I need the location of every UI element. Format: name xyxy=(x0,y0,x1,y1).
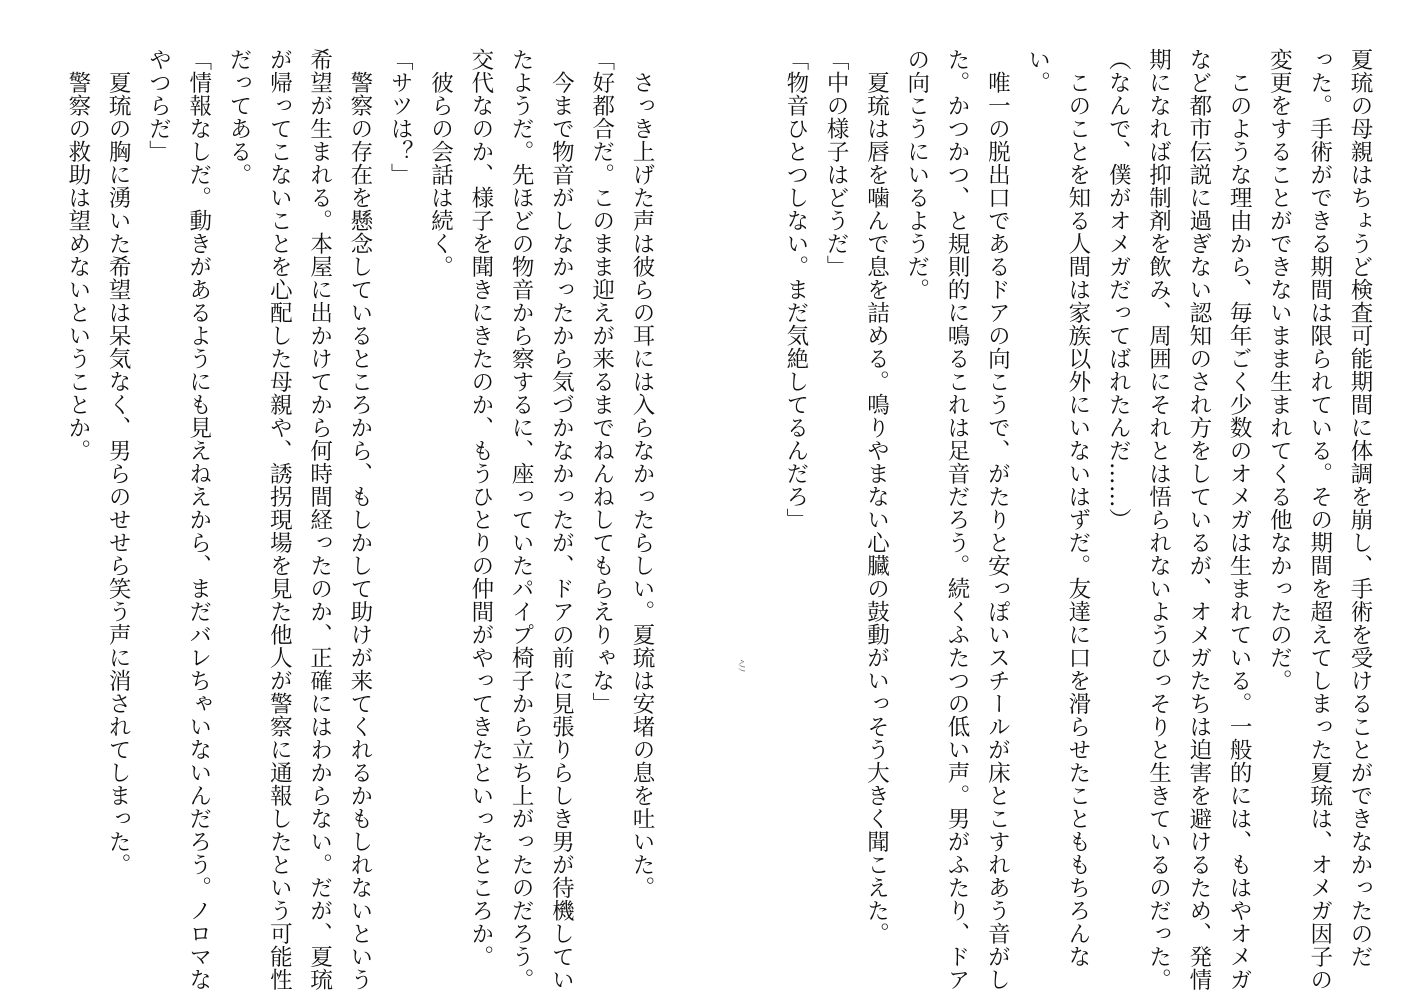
text-line: 「物音ひとつしない。まだ気絶してるんだろ」 xyxy=(782,48,809,531)
text-line: さっき上げた声は彼らの耳には入らなかったらしい。夏琉は安堵の息を吐いた。 xyxy=(629,48,655,899)
page-mark: ﾍﾉﾉ xyxy=(737,660,746,672)
text-line: このことを知る人間は家族以外にいないはずだ。友達に口を滑らせたことももちろんな xyxy=(1064,48,1091,968)
text-line: った。手術ができる期間は限られている。その期間を超えてしまった夏琉は、オメガ因子の xyxy=(1306,48,1333,991)
text-line: 変更をすることができないまま生まれてくる他なかったのだ。 xyxy=(1266,48,1293,692)
text-line: の向こうにいるようだ。 xyxy=(903,48,930,301)
text-line: 希望が生まれる。本屋に出かけてから何時間経ったのか、正確にはわからない。だが、夏琉 xyxy=(306,48,333,991)
text-line: 夏琉の母親はちょうど検査可能期間に体調を崩し、手術を受けることができなかったのだ xyxy=(1347,48,1373,968)
text-line: 今まで物音がしなかったから気づかなかったが、ドアの前に見張りらしき男が待機してい xyxy=(548,48,575,991)
text-line: など都市伝説に過ぎない認知のされ方をしているが、オメガたちは迫害を避けるため、発情 xyxy=(1185,48,1212,991)
text-line: このような理由から、毎年ごく少数のオメガは生まれている。一般的には、もはやオメガ xyxy=(1226,48,1253,991)
text-line: 「中の様子はどうだ」 xyxy=(823,48,850,278)
text-line: 唯一の脱出口であるドアの向こうで、がたりと安っぽいスチールが床とこすれあう音がし xyxy=(984,48,1011,991)
text-line: だってある。 xyxy=(226,48,253,186)
right-page-text xyxy=(776,48,1380,991)
text-line: 「サツは？」 xyxy=(387,48,414,186)
text-line: 「好都合だ。このまま迎えが来るまでねんねしてもらえりゃな」 xyxy=(588,48,615,715)
text-line: 彼らの会話は続く。 xyxy=(427,48,454,278)
text-line: 期になれば抑制剤を飲み、周囲にそれとは悟られないようひっそりと生きているのだった。 xyxy=(1145,48,1172,991)
text-line: た。かつかつ、と規則的に鳴るこれは足音だろう。続くふたつの低い声。男がふたり、ドア xyxy=(944,48,971,991)
text-line: やつらだ」 xyxy=(145,48,172,163)
text-line: 交代なのか、様子を聞きにきたのか、もうひとりの仲間がやってきたといったところか。 xyxy=(467,48,494,968)
text-line: 警察の救助は望めないということか。 xyxy=(64,48,91,462)
text-line: 「情報なしだ。動きがあるようにも見えねえから、まだバレちゃいないんだろう。ノロマな xyxy=(185,48,212,991)
text-line: （なんで、僕がオメガだってばれたんだ……） xyxy=(1105,48,1132,531)
text-line: 夏琉は唇を噛んで息を詰める。鳴りやまない心臓の鼓動がいっそう大きく聞こえた。 xyxy=(863,48,890,945)
text-line: が帰ってこないことを心配した母親や、誘拐現場を見た他人が警察に通報したという可能性 xyxy=(266,48,293,991)
text-line: 夏琉の胸に湧いた希望は呆気なく、男らのせせら笑う声に消されてしまった。 xyxy=(105,48,132,876)
text-line: たようだ。先ほどの物音から察するに、座っていたパイプ椅子から立ち上がったのだろう。 xyxy=(508,48,535,991)
text-line: 警察の存在を懸念しているところから、もしかして助けが来てくれるかもしれないという xyxy=(346,48,373,991)
text-line: い。 xyxy=(1024,48,1051,94)
left-page-text xyxy=(58,48,662,991)
